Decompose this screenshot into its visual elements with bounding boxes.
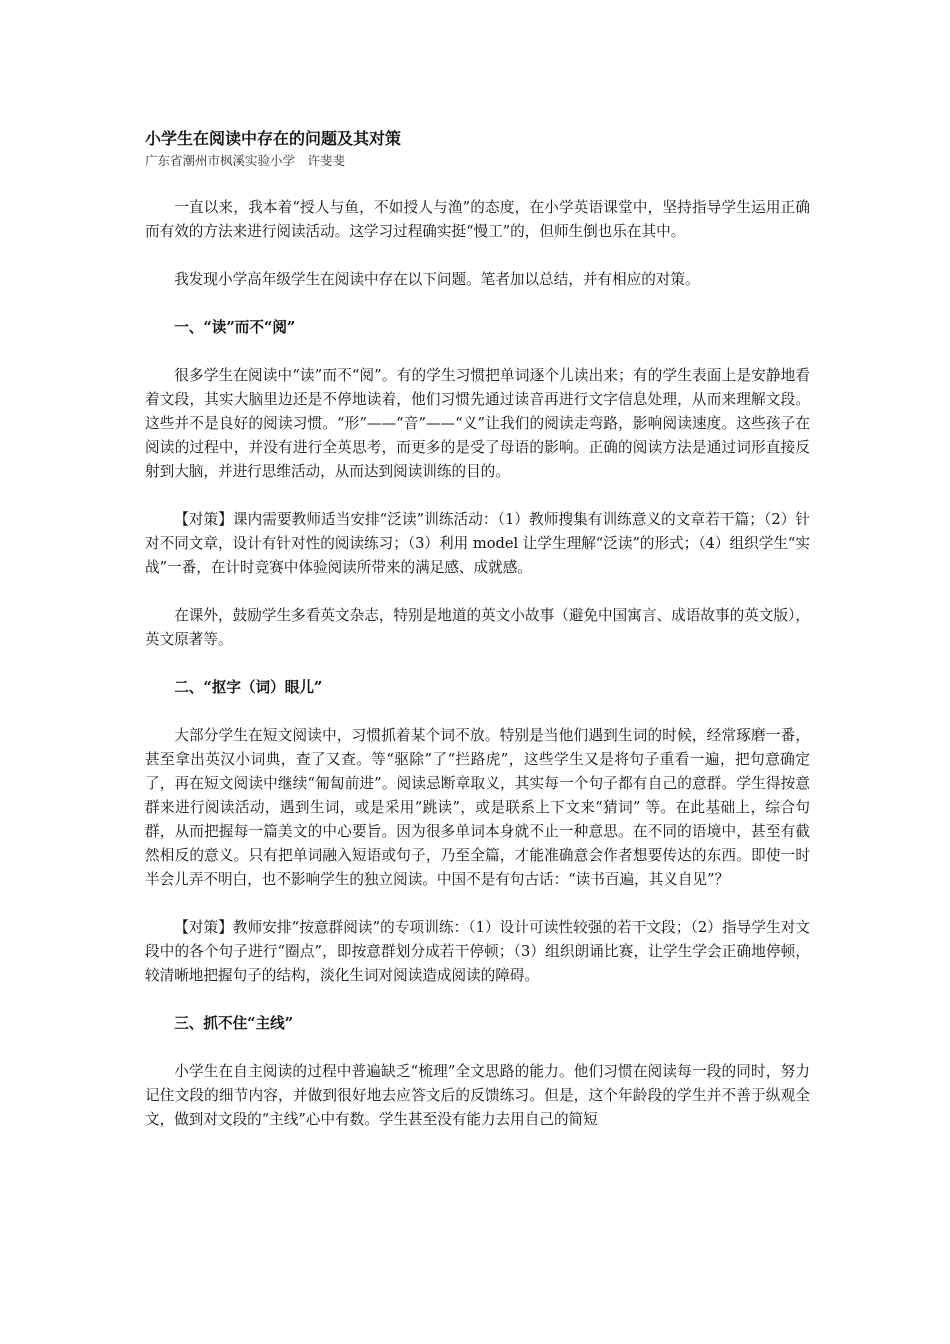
paragraph-section1-extra: 在课外，鼓励学生多看英文杂志，特别是地道的英文小故事（避免中国寓言、成语故事的英文版），英文原著等。	[145, 607, 810, 648]
section-heading-2: 二、“抠字（词）眼儿”	[174, 679, 323, 696]
document-title: 小学生在阅读中存在的问题及其对策	[145, 129, 402, 148]
paragraph-intro: 一直以来，我本着“授人与鱼，不如授人与渔”的态度，在小学英语课堂中，坚持指导学生运用正确而有效的方法来进行阅读活动。这学习过程确实挺“慢工”的，但师生倒也乐在其中。	[145, 199, 810, 240]
paragraph-section2-problem: 大部分学生在短文阅读中，习惯抓着某个词不放。特别是当他们遇到生词的时候，经常琢磨一番，甚至拿出英汉小词典，查了又查。等“驱除”了“拦路虎”，这些学生又是将句子重看一遍，把句意确定了，再在短文阅读中继续“匍匐前进”。阅读忌断章取义，其实每一个句子都有自己的意群。学生得按意群来进行阅读活动，遇到生词，或是采用“跳读”，或是联系上下文来“猜词” 等。在此基础上，综合句群，从而把握每一篇美文的中心要旨。因为很多单词本身就不止一种意思。在不同的语境中，甚至有截然相反的意义。只有把单词融入短语或句子，乃至全篇，才能准确意会作者想要传达的东西。即使一时半会儿弄不明白，也不影响学生的独立阅读。中国不是有句古话：“读书百遍，其义自见”？	[145, 727, 810, 888]
paragraph-section1-strategy: 【对策】课内需要教师适当安排“泛读”训练活动：（1）教师搜集有训练意义的文章若干篇；（2）针对不同文章，设计有针对性的阅读练习；（3）利用 model 让学生理解“泛读”的形式；（4）组织学生“实战”一番，在计时竞赛中体验阅读所带来的满足感、成就感。	[145, 511, 810, 576]
document-page	[145, 128, 810, 1132]
paragraph-overview: 我发现小学高年级学生在阅读中存在以下问题。笔者加以总结，并有相应的对策。	[174, 271, 700, 288]
paragraph-section2-strategy: 【对策】教师安排“按意群阅读”的专项训练：（1）设计可读性较强的若干文段；（2）指导学生对文段中的各个句子进行“圈点”，即按意群划分成若干停顿；（3）组织朗诵比赛，让学生学会正确地停顿，较清晰地把握句子的结构，淡化生词对阅读造成阅读的障碍。	[145, 919, 810, 984]
document-author: 广东省潮州市枫溪实验小学 许斐斐	[145, 153, 346, 168]
section-heading-1: 一、“读”而不“阅”	[174, 319, 296, 336]
paragraph-section3-problem: 小学生在自主阅读的过程中普遍缺乏“梳理”全文思路的能力。他们习惯在阅读每一段的同时，努力记住文段的细节内容，并做到很好地去应答文后的反馈练习。但是，这个年龄段的学生并不善于纵观全文，做到对文段的“主线”心中有数。学生甚至没有能力去用自己的简短	[145, 1063, 810, 1128]
paragraph-section1-problem: 很多学生在阅读中“读”而不“阅”。有的学生习惯把单词逐个儿读出来；有的学生表面上是安静地看着文段，其实大脑里边还是不停地读着，他们习惯先通过读音再进行文字信息处理，从而来理解文段。这些并不是良好的阅读习惯。“形”——“音”——“义”让我们的阅读走弯路，影响阅读速度。这些孩子在阅读的过程中，并没有进行全英思考，而更多的是受了母语的影响。正确的阅读方法是通过词形直接反射到大脑，并进行思维活动，从而达到阅读训练的目的。	[145, 367, 810, 480]
section-heading-3: 三、抓不住“主线”	[174, 1015, 294, 1032]
